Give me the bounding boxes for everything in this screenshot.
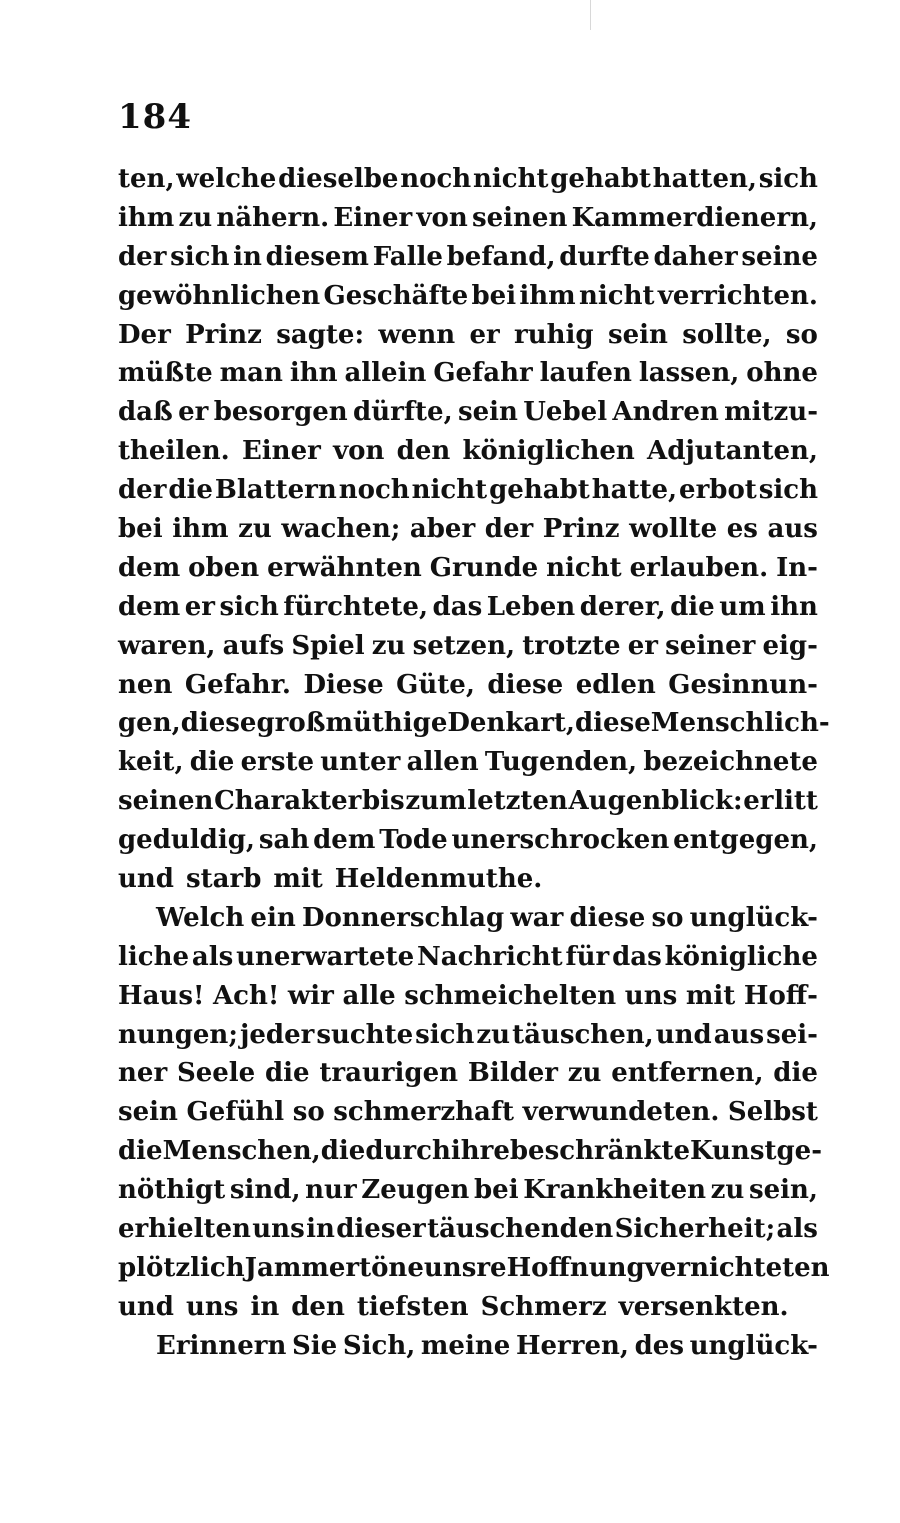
word: erste [240,747,315,778]
word: Augenblick: [568,786,743,817]
word: alle [342,980,396,1011]
text-line [118,666,818,705]
word: sein, [748,1175,818,1206]
word: Nachricht [416,941,563,972]
word: täuschenden [427,1214,614,1245]
word: von [416,202,468,233]
word: Prinz [542,514,620,545]
word: der [118,475,167,506]
word: befand, [446,241,556,272]
word: Tugenden, [484,747,638,778]
word: Menschen, [162,1136,321,1167]
word: mit [685,980,736,1011]
word: Tode [379,825,448,856]
word: schmeichelten [404,980,617,1011]
word: seinen [471,202,568,233]
word: das [612,941,662,972]
word: unter [320,747,401,778]
scan-edge-mark [590,0,591,30]
word: Adjutanten, [647,436,818,467]
word: gewöhnlichen [118,280,321,311]
word: Uebel [523,397,608,428]
word: setzen, [412,630,516,661]
word: wir [287,980,334,1011]
word: Gesinnun- [668,669,818,700]
text-line [118,1288,818,1327]
word: ihm [519,280,576,311]
text-line [118,238,818,277]
word: als [191,941,234,972]
word: Kammerdienern, [571,202,818,233]
text-line [118,821,818,860]
text-line [118,627,818,666]
word: fürchtete, [283,591,429,622]
word: nur [305,1175,357,1206]
word: plötzlich [118,1252,245,1283]
word: Krankheiten [523,1175,707,1206]
text-line [118,899,818,938]
word: sich [758,164,818,194]
word: dem [313,825,376,856]
word: war [510,902,564,933]
word: In- [776,552,818,583]
word: nicht [578,280,655,311]
word: er [469,319,500,350]
word: uns [252,1214,305,1245]
word: Denkart, [447,708,575,739]
word: diese [575,708,651,739]
word: die [670,591,715,622]
word: jeder [239,1019,315,1050]
word: sein [607,319,668,350]
word: uns [186,1291,239,1322]
word: sich [758,475,818,506]
word: sein [457,397,518,428]
word: aufs [222,630,285,661]
word: die [265,1058,310,1089]
word: bei [473,1175,519,1206]
text-line [118,588,818,627]
word: ihre [450,1136,510,1167]
word: trotzte [522,630,621,661]
word: Hoff- [743,980,818,1011]
word: verrichten. [657,280,818,311]
text-line [118,471,818,510]
word: Hoffnung [506,1252,645,1283]
word: so [785,319,818,350]
word: zu [238,514,272,545]
word: ohne [746,358,818,389]
word: zu [371,630,406,661]
word: und [118,1291,174,1322]
word: Gefahr [433,358,533,389]
word: litt [774,786,818,817]
word: als [776,1214,818,1245]
word: aus [767,514,818,545]
text-line [118,1132,822,1171]
word: seine [741,241,818,272]
word: diese [569,902,646,933]
word: die [168,475,213,506]
word: man [219,358,283,389]
word: letzten [467,786,568,817]
word: Grunde [429,552,539,583]
word: wollte [629,514,718,545]
word: Blattern [214,475,337,506]
word: unglück- [689,902,818,933]
text-line [118,1016,818,1055]
word: in [250,1291,280,1322]
word: Diese [303,669,384,700]
word: die [773,1058,818,1089]
word: allein [344,358,427,389]
word: theilen. [118,436,230,467]
word: Güte, [396,669,475,700]
word: waren, [118,630,216,661]
word: verwundeten. [522,1097,720,1128]
word: diese [180,708,257,739]
word: und [118,864,174,895]
word: entgegen, [673,825,818,856]
word: sah [258,825,310,856]
word: ner [118,1058,168,1089]
word: laufen [539,358,632,389]
text-line [118,1327,818,1366]
word: Einer [241,436,321,467]
word: so [292,1097,325,1128]
word: Selbst [727,1097,818,1128]
word: aus [713,1019,765,1050]
text-line [118,704,830,743]
word: sich [415,1019,475,1050]
word: täuschen, [512,1019,654,1050]
word: ihm [172,514,229,545]
word: die [320,1136,366,1167]
word: unerschrocken [451,825,670,856]
word: sich [170,241,230,272]
text-line [118,1171,818,1210]
text-line [118,510,818,549]
word: Heldenmuthe. [334,864,543,895]
word: ihn [289,358,338,389]
word: zu [710,1175,745,1206]
word: seinen [118,786,214,817]
word: sich [219,591,279,622]
word: Prinz [185,319,262,350]
word: sein [118,1097,178,1128]
word: erlauben. [629,552,769,583]
word: zu [476,1019,511,1050]
word: Menschlich- [650,708,830,739]
word: bezeichnete [643,747,818,778]
word: dieselbe [278,164,399,194]
word: es [726,514,758,545]
word: Ach! [212,980,280,1011]
word: erhielten [118,1214,251,1245]
word: nöthigt [118,1175,226,1206]
word: Welch [156,902,245,933]
text-line [118,782,818,821]
word: königlichen [462,436,635,467]
word: ein [250,902,296,933]
text-line [118,393,818,432]
word: bei [118,514,163,545]
word: er [184,591,216,622]
word: suchte [316,1019,414,1050]
text-line [118,316,818,355]
word: meine [420,1330,511,1361]
word: sagte: [276,319,365,350]
text-line [118,1249,830,1288]
word: derer, [579,591,666,622]
text-line [118,938,818,977]
word: tiefsten [356,1291,469,1322]
word: Bilder [467,1058,558,1089]
word: nungen; [118,1019,238,1050]
word: welche [176,164,277,194]
word: durfte [559,241,650,272]
word: Zeugen [361,1175,470,1206]
word: Gefühl [186,1097,285,1128]
word: großmüthige [256,708,448,739]
word: Sie [291,1330,338,1361]
word: zum [405,786,467,817]
word: wenn [378,319,456,350]
word: in [306,1214,335,1245]
word: bis [361,786,405,817]
text-line [118,432,818,471]
word: Erinnern [156,1330,287,1361]
word: wachen; [281,514,401,545]
word: eig- [762,630,818,661]
text-line [118,743,818,782]
word: besorgen [213,397,348,428]
text-line [118,549,818,588]
word: seiner [665,630,756,661]
word: bei [471,280,517,311]
word: durch [365,1136,451,1167]
word: Haus! [118,980,205,1011]
word: noch [400,164,472,194]
word: keit, [118,747,184,778]
text-line [118,1093,818,1132]
word: sind, [229,1175,301,1206]
word: schmerzhaft [333,1097,515,1128]
word: diesem [265,241,369,272]
word: dem [118,552,181,583]
word: nicht [546,552,622,583]
word: starb [186,864,262,895]
word: in [233,241,262,272]
word: gen, [118,708,181,739]
word: Leben [486,591,576,622]
word: des [634,1330,684,1361]
word: der [118,241,167,272]
word: traurigen [319,1058,459,1089]
text-line [118,860,818,899]
word: erbot [679,475,757,506]
text-line [118,354,818,393]
word: für [565,941,610,972]
word: sei- [766,1019,818,1050]
word: ihn [770,591,818,622]
word: den [291,1291,345,1322]
text-line [118,977,818,1016]
word: und [655,1019,712,1050]
word: Geschäfte [323,280,469,311]
word: ge- [776,1136,822,1167]
word: Einer [333,202,413,233]
word: allen [406,747,479,778]
word: unsre [423,1252,507,1283]
word: ten, [118,164,175,194]
word: nähern. [216,202,330,233]
word: Andren [612,397,719,428]
word: dem [118,591,181,622]
word: Seele [176,1058,256,1089]
word: er [178,397,209,428]
text-line [118,1054,818,1093]
word: um [719,591,766,622]
word: unerwartete [236,941,415,972]
word: zu [178,202,213,233]
word: beschränkte [509,1136,690,1167]
word: Schmerz [480,1291,607,1322]
word: vernichteten [644,1252,830,1283]
text-line [118,277,818,316]
word: so [651,902,684,933]
word: uns [624,980,678,1011]
word: unglück- [689,1330,818,1361]
text-line [118,199,818,238]
word: müßte [118,358,213,389]
word: Sicherheit; [614,1214,776,1245]
word: gehabt [489,475,590,506]
word: er [743,786,774,817]
word: Gefahr. [184,669,291,700]
word: sollte, [682,319,772,350]
text-line [118,160,818,199]
word: ruhig [514,319,594,350]
word: geduldig, [118,825,255,856]
word: liche [118,941,190,972]
word: nicht [411,475,488,506]
word: aber [409,514,476,545]
word: mit [273,864,323,895]
word: königliche [664,941,818,972]
word: ihm [118,202,175,233]
word: diese [487,669,564,700]
word: die [189,747,235,778]
word: versenkten. [618,1291,789,1322]
word: den [396,436,451,467]
word: Herren, [515,1330,629,1361]
word: erwähnten [267,552,422,583]
word: zu [567,1058,602,1089]
word: Falle [372,241,443,272]
word: hatten, [652,164,757,194]
page-number: 184 [118,97,192,137]
word: das [432,591,483,622]
word: die [118,1136,163,1167]
word: noch [338,475,410,506]
word: nicht [472,164,549,194]
word: edlen [575,669,656,700]
word: Der [118,319,171,350]
word: Jammertöne [244,1252,424,1283]
word: Sich, [342,1330,416,1361]
word: dieser [336,1214,426,1245]
word: Donnerschlag [301,902,505,933]
word: Charakter [214,786,362,817]
word: der [484,514,534,545]
word: Spiel [291,630,365,661]
word: er [627,630,658,661]
word: dürfte, [353,397,453,428]
word: hatte, [591,475,678,506]
word: lassen, [638,358,740,389]
word: daß [118,397,173,428]
word: Kunst [689,1136,777,1167]
word: entfernen, [611,1058,764,1089]
text-line [118,1210,818,1249]
word: gehabt [550,164,651,194]
word: von [333,436,385,467]
word: nen [118,669,173,700]
word: daher [653,241,738,272]
word: oben [188,552,260,583]
word: mitzu- [724,397,818,428]
body-text [118,160,830,1366]
